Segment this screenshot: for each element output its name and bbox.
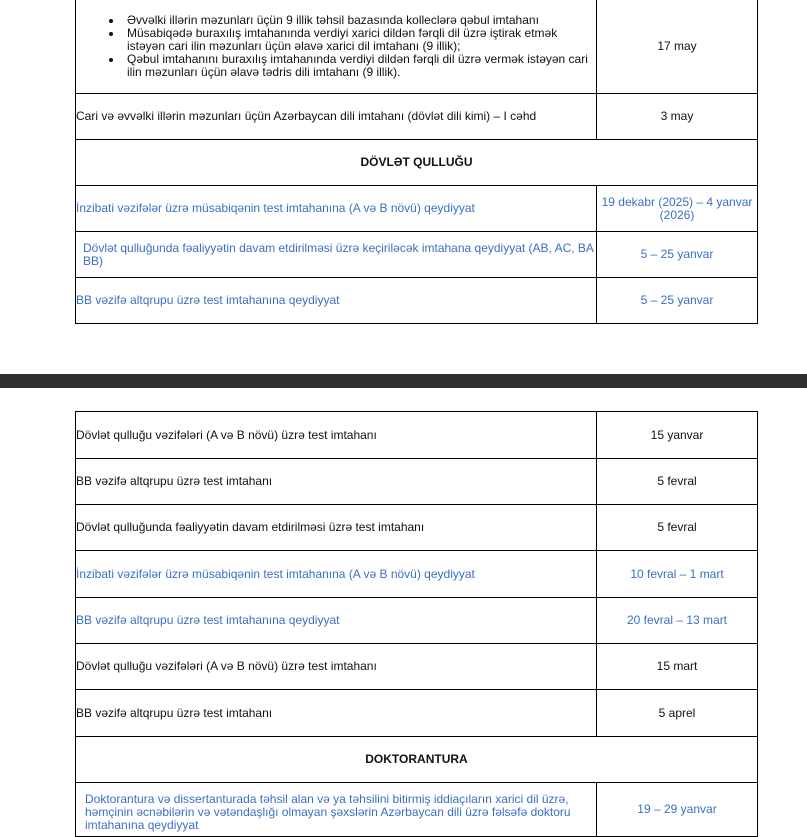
- table-row: [76, 644, 758, 690]
- date-cell: 19 – 29 yanvar: [597, 783, 758, 837]
- section-row: [76, 737, 758, 783]
- label-text: Dövlət qulluğunda fəaliyyətin davam etdirilməsi üzrə keçiriləcək imtahana qeydiyyat (AB, AC, BA BB): [83, 240, 594, 268]
- table-row: [76, 783, 758, 837]
- label-cell: BB vəzifə altqrupu üzrə test imtahanı: [76, 459, 597, 505]
- table-row: [76, 551, 758, 598]
- date-cell: 3 may: [597, 94, 758, 140]
- list-item: • Müsabiqədə buraxılış imtahanında verdiyi xarici dildən fərqli dil üzrə iştirak etmək istəyən cari ilin məzunları üçün əlavə xarici dil imtahanı (9 illik);: [123, 27, 596, 53]
- table-row: [76, 459, 758, 505]
- label-cell: Dövlət qulluğu vəzifələri (A və B növü) üzrə test imtahanı: [76, 644, 597, 690]
- label-cell: [76, 232, 597, 278]
- list-item: • Əvvəlki illərin məzunları üçün 9 illik təhsil bazasında kolleclərə qəbul imtahanı: [123, 14, 596, 27]
- section-title-dovlet-qullugu: DÖVLƏT QULLUĞU: [76, 140, 758, 186]
- label-cell: İnzibati vəzifələr üzrə müsabiqənin test imtahanına (A və B növü) qeydiyyat: [76, 551, 597, 598]
- date-cell: 5 aprel: [597, 690, 758, 737]
- table-row: [76, 505, 758, 551]
- section-title-doktorantura: DOKTORANTURA: [76, 737, 758, 783]
- date-cell: 5 fevral: [597, 505, 758, 551]
- label-cell: BB vəzifə altqrupu üzrə test imtahanı: [76, 690, 597, 737]
- date-cell: 5 – 25 yanvar: [597, 278, 758, 324]
- table-row: [76, 278, 758, 324]
- label-cell: Dövlət qulluğunda fəaliyyətin davam etdirilməsi üzrə test imtahanı: [76, 505, 597, 551]
- table-row: [76, 690, 758, 737]
- table-row: [76, 186, 758, 232]
- schedule-table-2: [75, 411, 758, 837]
- label-cell: BB vəzifə altqrupu üzrə test imtahanına qeydiyyat: [76, 278, 597, 324]
- date-cell: 17 may: [597, 0, 758, 94]
- date-cell: 5 – 25 yanvar: [597, 232, 758, 278]
- table-row: [76, 232, 758, 278]
- table-row: [76, 412, 758, 459]
- date-cell: 19 dekabr (2025) – 4 yanvar (2026): [597, 186, 758, 232]
- schedule-table-1: [75, 0, 758, 324]
- label-cell: Cari və əvvəlki illərin məzunları üçün Azərbaycan dili imtahanı (dövlət dili kimi) – I cəhd: [76, 94, 597, 140]
- document-page-2: [0, 388, 807, 832]
- document-page-1: [0, 0, 807, 374]
- section-row: [76, 140, 758, 186]
- label-cell: Doktorantura və dissertanturada təhsil alan və ya təhsilini bitirmiş iddiaçıların xarici dil üzrə, həmçinin əcnəbilərin və vətəndaşlığı olmayan şəxslərin Azərbaycan dili üzrə fəlsəfə doktoru imtahanına qeydiyyat: [76, 783, 597, 837]
- table-row: [76, 0, 758, 94]
- table-row: [76, 94, 758, 140]
- date-cell: 15 yanvar: [597, 412, 758, 459]
- label-cell: Dövlət qulluğu vəzifələri (A və B növü) üzrə test imtahanı: [76, 412, 597, 459]
- date-cell: 15 mart: [597, 644, 758, 690]
- table-row: [76, 598, 758, 644]
- date-cell: 10 fevral – 1 mart: [597, 551, 758, 598]
- list-item: • Qəbul imtahanını buraxılış imtahanında verdiyi dildən fərqli dil üzrə vermək istəyən cari ilin məzunları üçün əlavə tədris dili imtahanı (9 illik).: [123, 53, 596, 79]
- date-cell: 20 fevral – 13 mart: [597, 598, 758, 644]
- page-separator: [0, 374, 807, 388]
- bullet-list: [76, 14, 596, 79]
- date-cell: 5 fevral: [597, 459, 758, 505]
- bullet-cell: [76, 0, 597, 94]
- label-cell: BB vəzifə altqrupu üzrə test imtahanına qeydiyyat: [76, 598, 597, 644]
- label-cell: İnzibati vəzifələr üzrə müsabiqənin test imtahanına (A və B növü) qeydiyyat: [76, 186, 597, 232]
